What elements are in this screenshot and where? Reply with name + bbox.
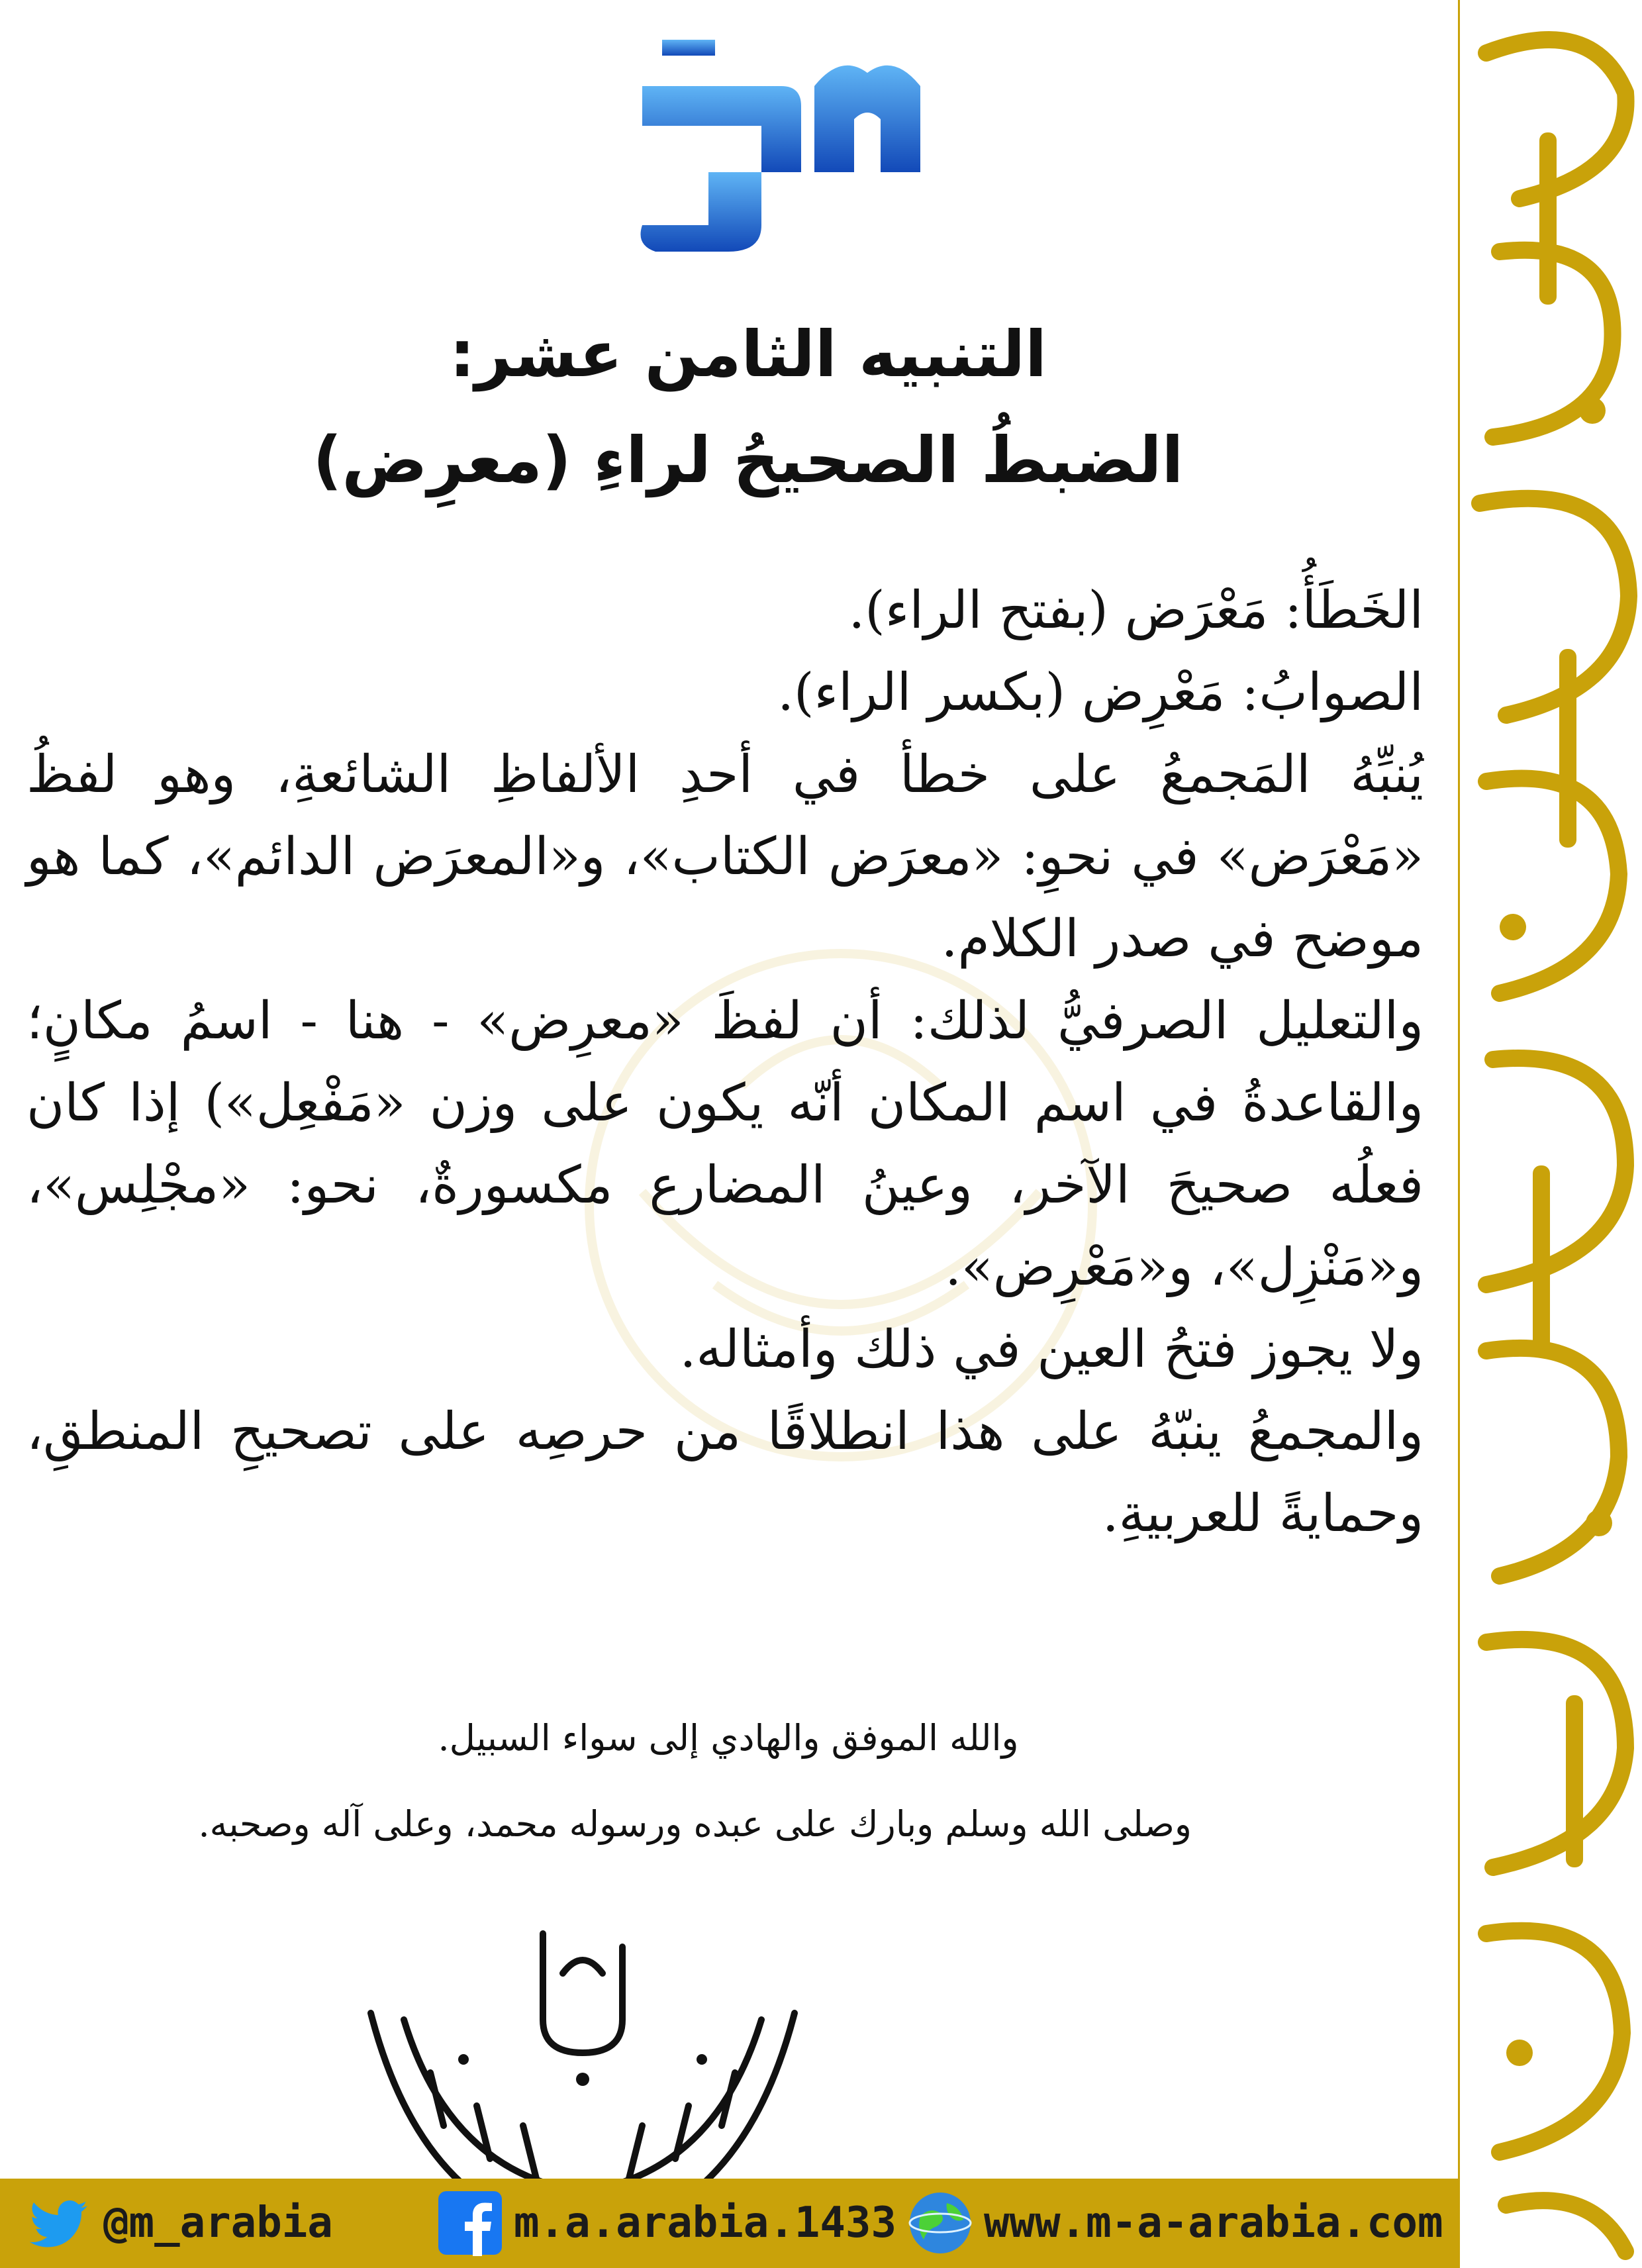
body-paragraph: والمجمعُ ينبّهُ على هذا انطلاقًا من حرصِه على تصحيحِ المنطقِ، وحمايةً للعربيةِ. xyxy=(26,1402,1424,1544)
website-link[interactable] xyxy=(907,2188,1443,2258)
page-subtitle: الضبطُ الصحيحُ لراءِ (معرِض) xyxy=(313,423,1184,497)
calligraphy-ornament-icon xyxy=(1460,0,1642,2268)
error-line: الخَطَأُ: مَعْرَض (بفتح الراء). xyxy=(848,581,1424,640)
page-title: التنبيه الثامن عشر: xyxy=(449,317,1047,391)
body-paragraph: والتعليل الصرفيُّ لذلك: أن لفظَ «معرِض» - هنا - اسمُ مكانٍ؛ والقاعدةُ في اسم المكان أنّه يكون على وزن «مَفْعِل») إذا كان فعلُه صحيحَ الآخر، وعينُ المضارع مكسورةٌ، نحو: «مجْلِس»، و«مَنْزِل»، و«مَعْرِض». xyxy=(26,991,1424,1297)
globe-icon xyxy=(907,2190,973,2256)
academy-logo xyxy=(616,26,987,265)
body-paragraph: ولا يجوز فتحُ العين في ذلك وأمثاله. xyxy=(679,1320,1424,1379)
footer-bar xyxy=(0,2179,1458,2268)
facebook-link[interactable] xyxy=(437,2188,896,2258)
closing-line-1: والله الموفق والهادي إلى سواء السبيل. xyxy=(438,1717,1019,1759)
closing-line-2: وصلى الله وسلم وبارك على عبده ورسوله محمد، وعلى آله وصحبه. xyxy=(198,1803,1192,1845)
twitter-handle: @m_arabia xyxy=(103,2198,333,2247)
twitter-icon xyxy=(26,2190,93,2256)
calligraphy-strip xyxy=(1458,0,1642,2268)
facebook-page: m.a.arabia.1433 xyxy=(514,2198,896,2247)
academy-logo-icon xyxy=(616,26,987,265)
correct-line: الصوابُ: مَعْرِض (بكسر الراء). xyxy=(777,663,1424,722)
website-url: www.m-a-arabia.com xyxy=(984,2198,1443,2247)
twitter-link[interactable] xyxy=(26,2188,333,2258)
article-body xyxy=(26,569,1424,1555)
body-paragraph: يُنبِّهُ المَجمعُ على خطأ في أحدِ الألفاظِ الشائعةِ، وهو لفظُ «مَعْرَض» في نحوِ: «معرَض الكتاب»، و«المعرَض الدائم»، كما هو موضح في صدر الكلام. xyxy=(26,745,1424,969)
facebook-icon xyxy=(437,2190,503,2256)
